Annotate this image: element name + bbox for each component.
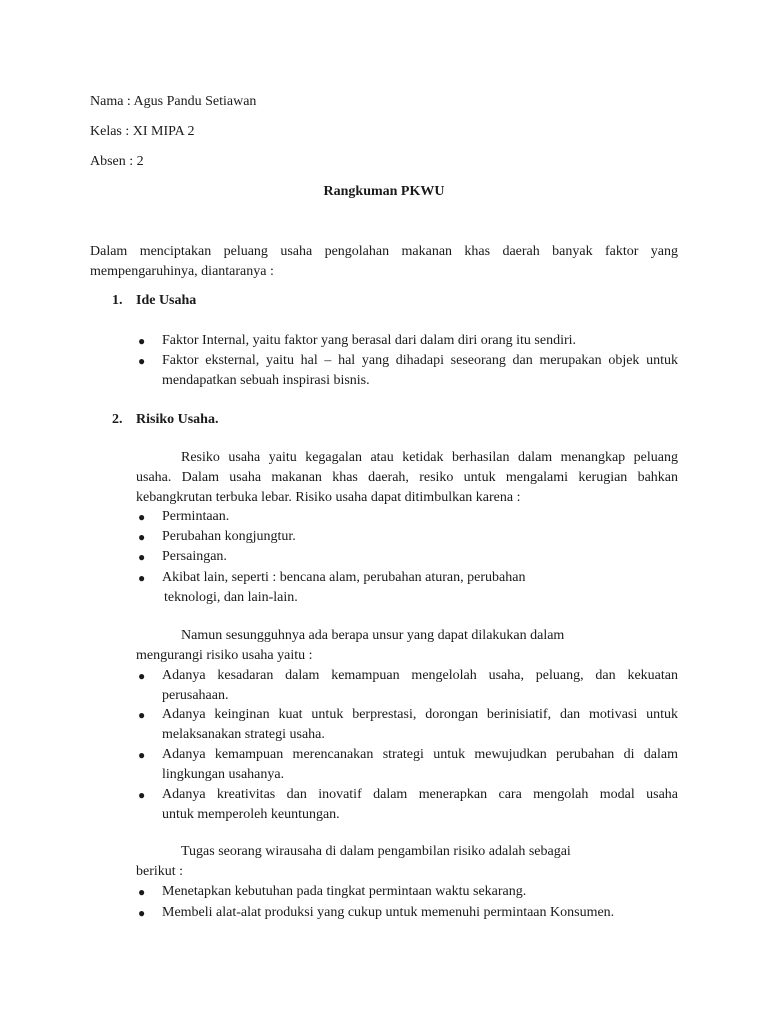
section-1-number: 1. [112,293,123,308]
bullet-icon: ● [138,571,146,585]
reduce-item-cont: lingkungan usahanya. [162,767,285,782]
task-item: Membeli alat-alat produksi yang cukup untuk memenuhi permintaan Konsumen. [162,905,615,920]
reduce-item-cont: perusahaan. [162,688,229,703]
student-absen: Absen : 2 [90,154,144,169]
reduce-item: Adanya kesadaran dalam kemampuan mengelolah usaha, peluang, dan kekuatan [162,668,678,683]
bullet-icon: ● [138,510,146,524]
bullet-icon: ● [138,550,146,564]
student-name: Nama : Agus Pandu Setiawan [90,94,257,109]
cause-item-cont: teknologi, dan lain-lain. [164,590,298,605]
reduce-item: Adanya kreativitas dan inovatif dalam menerapkan cara mengolah modal usaha [162,787,678,802]
page-title: Rangkuman PKWU [323,184,445,199]
task-item: Menetapkan kebutuhan pada tingkat permintaan waktu sekarang. [162,884,527,899]
section-2-heading: Risiko Usaha. [136,412,219,427]
intro-line-1: Dalam menciptakan peluang usaha pengolahan makanan khas daerah banyak faktor yang [90,244,678,259]
cause-item: Permintaan. [162,509,230,524]
bullet-icon: ● [138,906,146,920]
risk-para-1-line-2: usaha. Dalam usaha makanan khas daerah, resiko untuk mengalami kerugian bahkan [136,470,678,485]
reduce-item-cont: melaksanakan strategi usaha. [162,727,325,742]
reduce-para-line-1: Namun sesungguhnya ada berapa unsur yang dapat dilakukan dalam [181,628,565,643]
cause-item: Akibat lain, seperti : bencana alam, perubahan aturan, perubahan [162,570,526,585]
student-class: Kelas : XI MIPA 2 [90,124,195,139]
bullet-icon: ● [138,885,146,899]
task-para-line-1: Tugas seorang wirausaha di dalam pengambilan risiko adalah sebagai [181,844,571,859]
section-2-number: 2. [112,412,123,427]
intro-line-2: mempengaruhinya, diantaranya : [90,264,274,279]
risk-para-1-line-3: kebangkrutan terbuka lebar. Risiko usaha dapat ditimbulkan karena : [136,490,521,505]
cause-item: Persaingan. [162,549,227,564]
reduce-item: Adanya kemampuan merencanakan strategi untuk mewujudkan perubahan di dalam [162,747,678,762]
bullet-icon: ● [138,748,146,762]
bullet-icon: ● [138,669,146,683]
task-para-line-2: berikut : [136,864,184,879]
bullet-icon: ● [138,354,146,368]
bullet-icon: ● [138,708,146,722]
section-1-heading: Ide Usaha [136,293,197,308]
idea-bullet-2-cont: mendapatkan sebuah inspirasi bisnis. [162,373,370,388]
idea-bullet-2: Faktor eksternal, yaitu hal – hal yang dihadapi seseorang dan merupakan objek untuk [162,353,678,368]
reduce-item: Adanya keinginan kuat untuk berprestasi, dorongan berinisiatif, dan motivasi untuk [162,707,678,722]
cause-item: Perubahan kongjungtur. [162,529,296,544]
bullet-icon: ● [138,788,146,802]
idea-bullet-1: Faktor Internal, yaitu faktor yang berasal dari dalam diri orang itu sendiri. [162,333,577,348]
bullet-icon: ● [138,530,146,544]
reduce-item-cont: untuk memperoleh keuntungan. [162,807,340,822]
reduce-para-line-2: mengurangi risiko usaha yaitu : [136,648,313,663]
risk-para-1-line-1: Resiko usaha yaitu kegagalan atau ketidak berhasilan dalam menangkap peluang [181,450,678,465]
bullet-icon: ● [138,334,146,348]
